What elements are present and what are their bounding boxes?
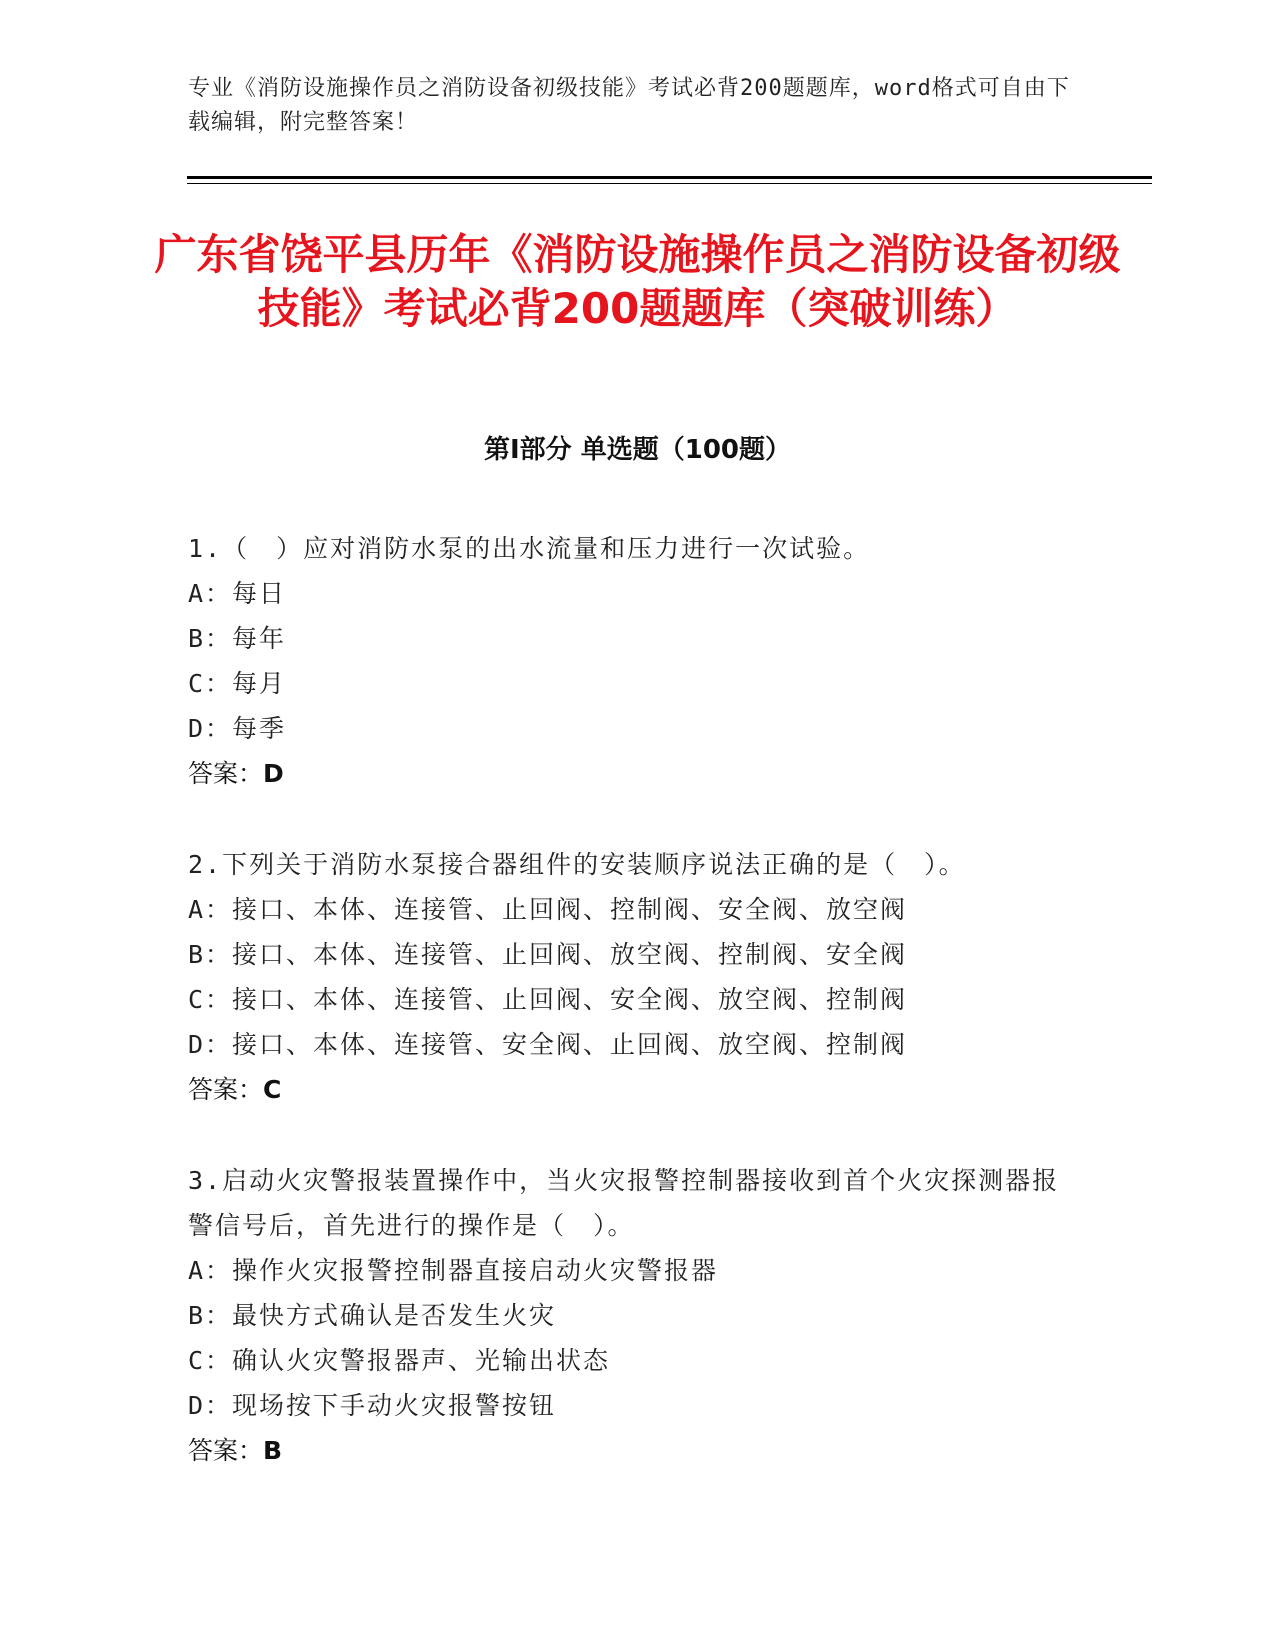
- answer: [188, 1428, 1068, 1473]
- option-b: B：每年: [188, 624, 287, 653]
- header-divider-thick: [187, 176, 1152, 179]
- answer-value: D: [263, 759, 284, 788]
- answer: [188, 1067, 1068, 1112]
- option-a: A：每日: [188, 579, 287, 608]
- answer-value: C: [263, 1075, 282, 1104]
- option-c: C：接口、本体、连接管、止回阀、安全阀、放空阀、控制阀: [188, 985, 908, 1014]
- answer-label: 答案：: [188, 1075, 264, 1104]
- option-c: C：确认火灾警报器声、光输出状态: [188, 1346, 611, 1375]
- option-d: D：现场按下手动火灾报警按钮: [188, 1391, 557, 1420]
- question-3: [188, 1158, 1068, 1473]
- answer-value: B: [263, 1436, 283, 1465]
- option-b: B：接口、本体、连接管、止回阀、放空阀、控制阀、安全阀: [188, 940, 908, 969]
- question-2: [188, 842, 1068, 1112]
- option-b: B：最快方式确认是否发生火灾: [188, 1301, 557, 1330]
- document-title: 广东省饶平县历年《消防设施操作员之消防设备初级技能》考试必背200题题库（突破训练）: [154, 230, 1121, 333]
- question-stem: 3.启动火灾警报装置操作中，当火灾报警控制器接收到首个火灾探测器报警信号后，首先进行的操作是（ ）。: [188, 1166, 1060, 1240]
- header-note: 专业《消防设施操作员之消防设备初级技能》考试必背200题题库，word格式可自由下载编辑，附完整答案！: [188, 76, 1070, 135]
- option-d: D：接口、本体、连接管、安全阀、止回阀、放空阀、控制阀: [188, 1030, 908, 1059]
- question-stem: 1.（ ）应对消防水泵的出水流量和压力进行一次试验。: [188, 534, 871, 563]
- option-c: C：每月: [188, 669, 287, 698]
- answer-label: 答案：: [188, 1436, 264, 1465]
- answer-label: 答案：: [188, 759, 264, 788]
- answer: [188, 751, 1068, 796]
- option-d: D：每季: [188, 714, 287, 743]
- question-stem: 2.下列关于消防水泵接合器组件的安装顺序说法正确的是（ ）。: [188, 850, 966, 879]
- option-a: A：操作火灾报警控制器直接启动火灾警报器: [188, 1256, 719, 1285]
- header-divider-thin: [187, 183, 1152, 184]
- section-title: 第Ⅰ部分 单选题（100题）: [484, 435, 791, 465]
- option-a: A：接口、本体、连接管、止回阀、控制阀、安全阀、放空阀: [188, 895, 908, 924]
- question-1: [188, 526, 1068, 796]
